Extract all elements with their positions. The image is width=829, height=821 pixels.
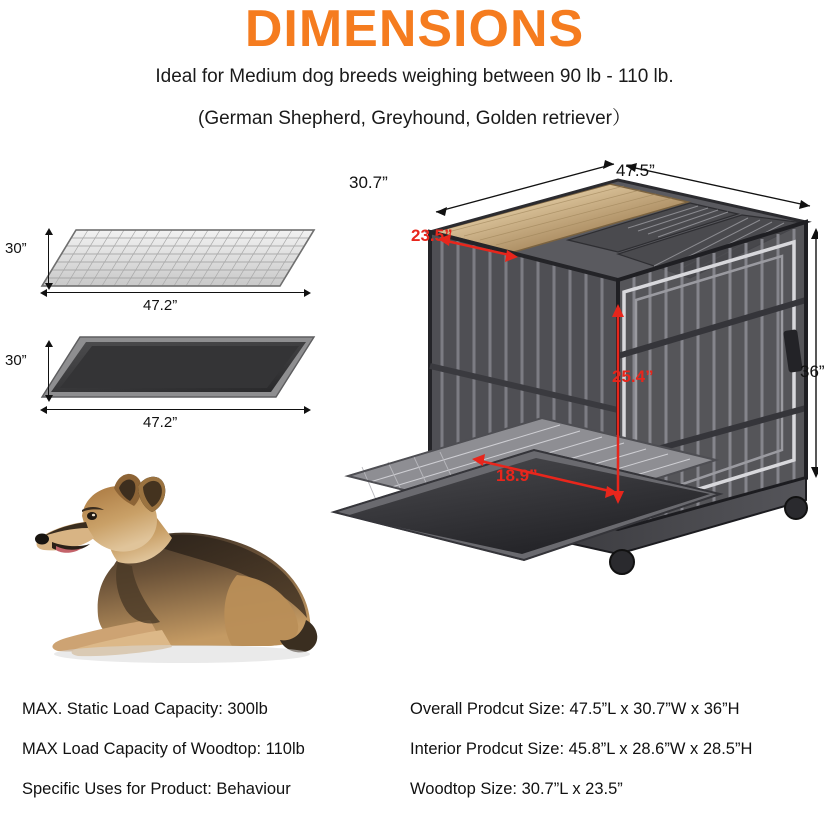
page-title: DIMENSIONS <box>244 0 585 58</box>
spec-column-left <box>22 700 402 820</box>
wire-grid-depth-arrow-up <box>45 228 53 235</box>
tray-depth-label: 30” <box>5 352 27 369</box>
tray-width-label: 47.2” <box>143 414 178 431</box>
tray-depth-arrow-up <box>45 340 53 347</box>
crate-overall-height-label: 36” <box>800 362 825 381</box>
wire-grid-depth-label: 30” <box>5 240 27 257</box>
wire-grid-width-arrow-left <box>40 289 47 297</box>
german-shepherd-illustration <box>22 470 322 665</box>
plastic-tray-svg <box>40 335 316 405</box>
wire-grid-width-label: 47.2” <box>143 297 178 314</box>
tray-width-arrow-right <box>304 406 311 414</box>
spec-max-woodtop-load: MAX Load Capacity of Woodtop: 110lb <box>22 740 305 758</box>
subtitle-line-1: Ideal for Medium dog breeds weighing between 90 lb - 110 lb. <box>155 66 674 87</box>
spec-column-right <box>410 700 820 820</box>
subtitle-line-2: (German Shepherd, Greyhound, Golden retriever） <box>198 108 631 129</box>
plastic-tray-illustration <box>40 335 316 405</box>
spec-interior-size: Interior Prodcut Size: 45.8”L x 28.6”W x 28.5”H <box>410 740 753 758</box>
dog-crate-svg <box>318 160 818 670</box>
crate-top-depth-label: 30.7” <box>349 173 388 192</box>
tray-depth-arrow-down <box>45 395 53 402</box>
dog-crate-illustration <box>318 160 818 670</box>
tray-width-arrow-left <box>40 406 47 414</box>
spec-specific-uses: Specific Uses for Product: Behaviour <box>22 780 291 798</box>
spec-section <box>0 700 829 820</box>
wire-grid-width-arrow-right <box>304 289 311 297</box>
crate-door-width-label: 18.9” <box>496 466 538 485</box>
crate-woodtop-depth-label: 23.5” <box>411 226 453 245</box>
dog-photo <box>22 470 322 665</box>
spec-woodtop-size: Woodtop Size: 30.7”L x 23.5” <box>410 780 623 798</box>
crate-door-height-label: 25.4” <box>612 367 654 386</box>
crate-top-width-label: 47.5” <box>616 161 655 180</box>
tray-depth-line <box>48 344 49 398</box>
wire-grid-depth-line <box>48 232 49 286</box>
wire-grid-pan-illustration <box>40 228 316 290</box>
spec-overall-size: Overall Prodcut Size: 47.5”L x 30.7”W x 36”H <box>410 700 740 718</box>
wire-grid-width-line <box>46 292 306 293</box>
tray-width-line <box>46 409 306 410</box>
wire-grid-pan-svg <box>40 228 316 290</box>
spec-max-static-load: MAX. Static Load Capacity: 300lb <box>22 700 268 718</box>
